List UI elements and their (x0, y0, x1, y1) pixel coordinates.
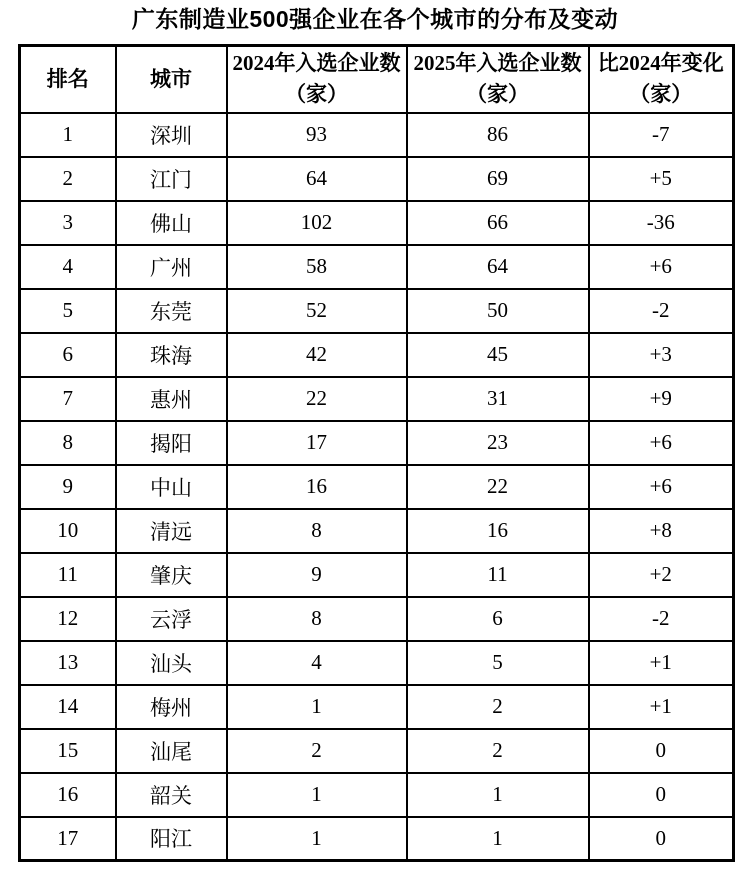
city-cell: 云浮 (116, 597, 227, 641)
rank-cell: 12 (20, 597, 116, 641)
header-2024: 2024年入选企业数（家） (227, 46, 407, 113)
y2024-cell: 17 (227, 421, 407, 465)
page-title: 广东制造业500强企业在各个城市的分布及变动 (131, 6, 619, 32)
header-rank: 排名 (20, 46, 116, 113)
y2024-cell: 16 (227, 465, 407, 509)
y2025-cell: 11 (407, 553, 589, 597)
table-row (20, 113, 734, 157)
y2024-cell: 22 (227, 377, 407, 421)
y2025-cell: 2 (407, 685, 589, 729)
rank-cell: 2 (20, 157, 116, 201)
change-cell: +9 (589, 377, 734, 421)
city-cell: 韶关 (116, 773, 227, 817)
change-cell: +6 (589, 245, 734, 289)
table-row (20, 641, 734, 685)
y2025-cell: 86 (407, 113, 589, 157)
table-row (20, 157, 734, 201)
city-cell: 惠州 (116, 377, 227, 421)
y2025-cell: 69 (407, 157, 589, 201)
y2025-cell: 5 (407, 641, 589, 685)
city-cell: 中山 (116, 465, 227, 509)
city-cell: 江门 (116, 157, 227, 201)
y2025-cell: 6 (407, 597, 589, 641)
change-cell: +8 (589, 509, 734, 553)
rank-cell: 17 (20, 817, 116, 861)
y2024-cell: 52 (227, 289, 407, 333)
table-row (20, 333, 734, 377)
y2025-cell: 23 (407, 421, 589, 465)
header-city: 城市 (116, 46, 227, 113)
rank-cell: 15 (20, 729, 116, 773)
table-row (20, 421, 734, 465)
y2025-cell: 2 (407, 729, 589, 773)
city-cell: 东莞 (116, 289, 227, 333)
city-cell: 汕尾 (116, 729, 227, 773)
y2024-cell: 4 (227, 641, 407, 685)
change-cell: +3 (589, 333, 734, 377)
table-body (20, 113, 734, 861)
header-row (20, 46, 734, 113)
city-cell: 肇庆 (116, 553, 227, 597)
y2025-cell: 50 (407, 289, 589, 333)
y2024-cell: 64 (227, 157, 407, 201)
y2025-cell: 22 (407, 465, 589, 509)
table-row (20, 773, 734, 817)
y2025-cell: 66 (407, 201, 589, 245)
y2024-cell: 9 (227, 553, 407, 597)
y2024-cell: 58 (227, 245, 407, 289)
table-row (20, 201, 734, 245)
city-cell: 梅州 (116, 685, 227, 729)
change-cell: -2 (589, 597, 734, 641)
y2024-cell: 2 (227, 729, 407, 773)
change-cell: 0 (589, 729, 734, 773)
rank-cell: 1 (20, 113, 116, 157)
city-cell: 阳江 (116, 817, 227, 861)
change-cell: +1 (589, 641, 734, 685)
city-cell: 深圳 (116, 113, 227, 157)
rank-cell: 6 (20, 333, 116, 377)
rank-cell: 13 (20, 641, 116, 685)
y2024-cell: 93 (227, 113, 407, 157)
change-cell: -7 (589, 113, 734, 157)
table-row (20, 729, 734, 773)
header-2025: 2025年入选企业数（家） (407, 46, 589, 113)
city-cell: 珠海 (116, 333, 227, 377)
y2025-cell: 31 (407, 377, 589, 421)
rank-cell: 10 (20, 509, 116, 553)
rank-cell: 3 (20, 201, 116, 245)
y2024-cell: 1 (227, 817, 407, 861)
table-row (20, 553, 734, 597)
change-cell: +6 (589, 465, 734, 509)
rank-cell: 5 (20, 289, 116, 333)
change-cell: -36 (589, 201, 734, 245)
city-cell: 广州 (116, 245, 227, 289)
y2024-cell: 1 (227, 773, 407, 817)
y2025-cell: 45 (407, 333, 589, 377)
table-row (20, 465, 734, 509)
y2025-cell: 1 (407, 817, 589, 861)
city-cell: 佛山 (116, 201, 227, 245)
y2024-cell: 42 (227, 333, 407, 377)
table-row (20, 377, 734, 421)
y2025-cell: 1 (407, 773, 589, 817)
rank-cell: 16 (20, 773, 116, 817)
header-change: 比2024年变化（家） (589, 46, 734, 113)
table-row (20, 509, 734, 553)
city-cell: 清远 (116, 509, 227, 553)
table-row (20, 597, 734, 641)
city-distribution-table (18, 44, 735, 862)
city-cell: 揭阳 (116, 421, 227, 465)
rank-cell: 11 (20, 553, 116, 597)
table-row (20, 289, 734, 333)
y2025-cell: 16 (407, 509, 589, 553)
table-row (20, 817, 734, 861)
change-cell: -2 (589, 289, 734, 333)
rank-cell: 8 (20, 421, 116, 465)
table-header (20, 46, 734, 113)
table-row (20, 245, 734, 289)
y2025-cell: 64 (407, 245, 589, 289)
y2024-cell: 102 (227, 201, 407, 245)
rank-cell: 9 (20, 465, 116, 509)
y2024-cell: 8 (227, 509, 407, 553)
change-cell: +5 (589, 157, 734, 201)
table-row (20, 685, 734, 729)
change-cell: 0 (589, 773, 734, 817)
change-cell: +1 (589, 685, 734, 729)
y2024-cell: 1 (227, 685, 407, 729)
y2024-cell: 8 (227, 597, 407, 641)
change-cell: +6 (589, 421, 734, 465)
rank-cell: 7 (20, 377, 116, 421)
change-cell: 0 (589, 817, 734, 861)
rank-cell: 4 (20, 245, 116, 289)
city-cell: 汕头 (116, 641, 227, 685)
rank-cell: 14 (20, 685, 116, 729)
change-cell: +2 (589, 553, 734, 597)
